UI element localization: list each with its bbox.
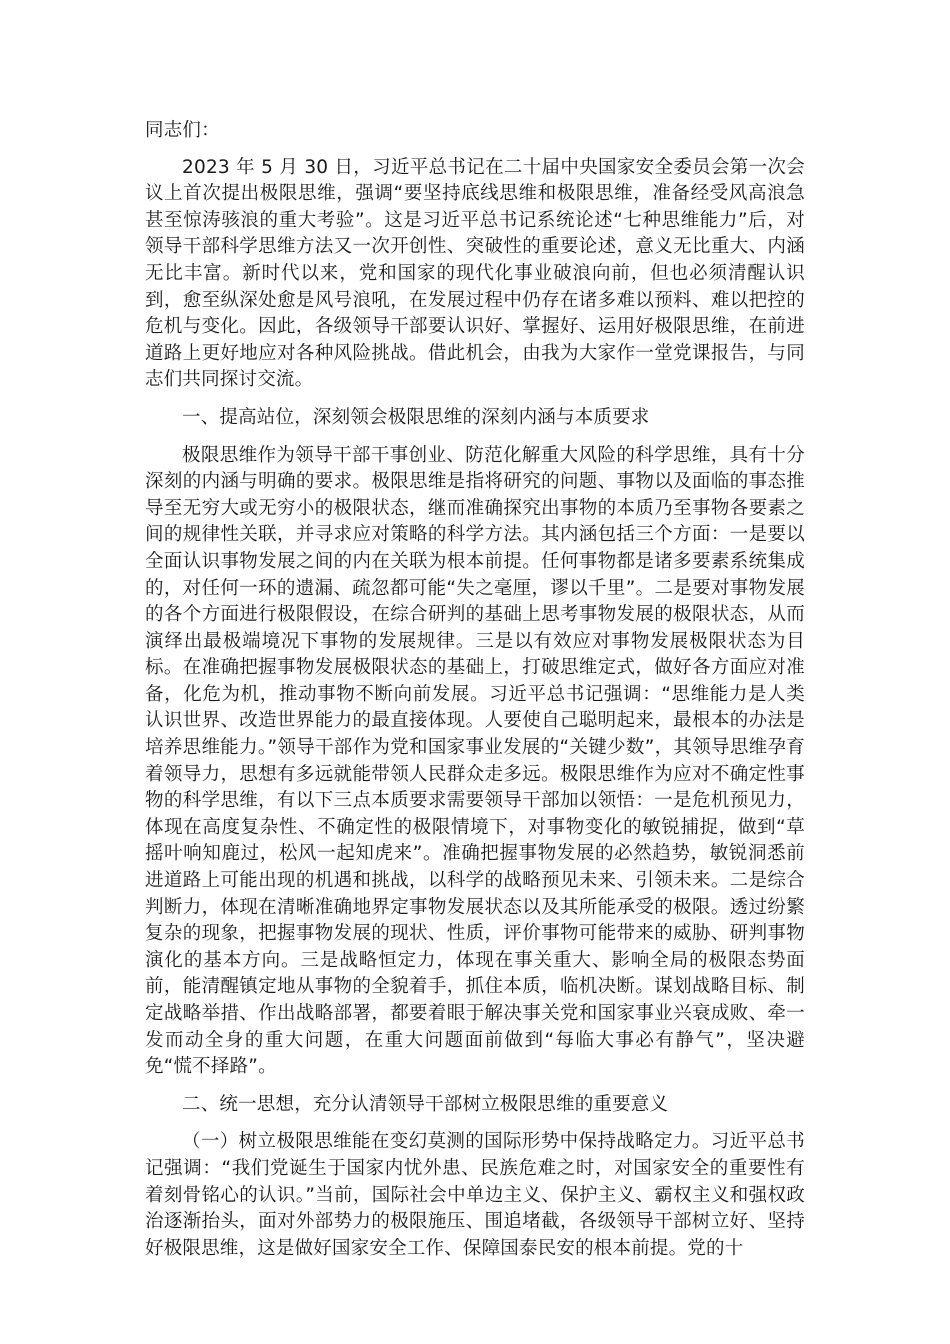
section-1-body: 极限思维作为领导干部干事创业、防范化解重大风险的科学思维，具有十分深刻的内涵与明确的要求。极限思维是指将研究的问题、事物以及面临的事态推导至无穷大或无穷小的极限状态，继而准确探究出事物的本质乃至事物各要素之间的规律性关联，并寻求应对策略的科学方法。其内涵包括三个方面：一是要以全面认识事物发展之间的内在关联为根本前提。任何事物都是诸多要素系统集成的，对任何一环的遗漏、疏忽都可能“失之毫厘，谬以千里”。二是要对事物发展的各个方面进行极限假设，在综合研判的基础上思考事物发展的极限状态，从而演绎出最极端境况下事物的发展规律。三是以有效应对事物发展极限状态为目标。在准确把握事物发展极限状态的基础上，打破思维定式，做好各方面应对准备，化危为机，推动事物不断向前发展。习近平总书记强调：“思维能力是人类认识世界、改造世界能力的最直接体现。人要使自己聪明起来，最根本的办法是培养思维能力。”领导干部作为党和国家事业发展的“关键少数”，其领导思维孕育着领导力，思想有多远就能带领人民群众走多远。极限思维作为应对不确定性事物的科学思维，有以下三点本质要求需要领导干部加以领悟：一是危机预见力，体现在高度复杂性、不确定性的极限情境下，对事物变化的敏锐捕捉，做到“草摇叶响知鹿过，松风一起知虎来”。准确把握事物发展的必然趋势，敏锐洞悉前进道路上可能出现的机遇和挑战，以科学的战略预见未来、引领未来。二是综合判断力，体现在清晰准确地界定事物发展状态以及其所能承受的极限。透过纷繁复杂的现象，把握事物发展的现状、性质，评价事物可能带来的威胁、研判事物演化的基本方向。三是战略恒定力，体现在事关重大、影响全局的极限态势面前，能清醒镇定地从事物的全貌着手，抓住本质，临机决断。谋划战略目标、制定战略举措、作出战略部署，都要着眼于解决事关党和国家事业兴衰成败、牵一发而动全身的重大问题，在重大问题面前做到“每临大事必有静气”，坚决避免“慌不择路”。 — [145, 444, 805, 1078]
section-2-heading: 二、统一思想，充分认清领导干部树立极限思维的重要意义 — [182, 1093, 669, 1115]
document-page — [145, 118, 805, 1262]
section-2-subsection-1: （一）树立极限思维能在变幻莫测的国际形势中保持战略定力。习近平总书记强调：“我们党诞生于国家内忧外患、民族危难之时，对国家安全的重要性有着刻骨铭心的认识。”当前，国际社会中单边主义、保护主义、霸权主义和强权政治逐渐抬头，面对外部势力的极限施压、围追堵截，各级领导干部树立好、坚持好极限思维，这是做好国家安全工作、保障国泰民安的根本前提。党的十 — [145, 1131, 805, 1259]
salutation: 同志们： — [145, 120, 220, 141]
section-1-heading: 一、提高站位，深刻领会极限思维的深刻内涵与本质要求 — [182, 406, 650, 428]
intro-paragraph: 2023 年 5 月 30 日，习近平总书记在二十届中央国家安全委员会第一次会议上首次提出极限思维，强调“要坚持底线思维和极限思维，准备经受风高浪急甚至惊涛骇浪的重大考验”。这是习近平总书记系统论述“七种思维能力”后，对领导干部科学思维方法又一次开创性、突破性的重要论述，意义无比重大、内涵无比丰富。新时代以来，党和国家的现代化事业破浪向前，但也必须清醒认识到，愈至纵深处愈是风号浪吼，在发展过程中仍存在诸多难以预料、难以把控的危机与变化。因此，各级领导干部要认识好、掌握好、运用好极限思维，在前进道路上更好地应对各种风险挑战。借此机会，由我为大家作一堂党课报告，与同志们共同探讨交流。 — [145, 156, 805, 391]
